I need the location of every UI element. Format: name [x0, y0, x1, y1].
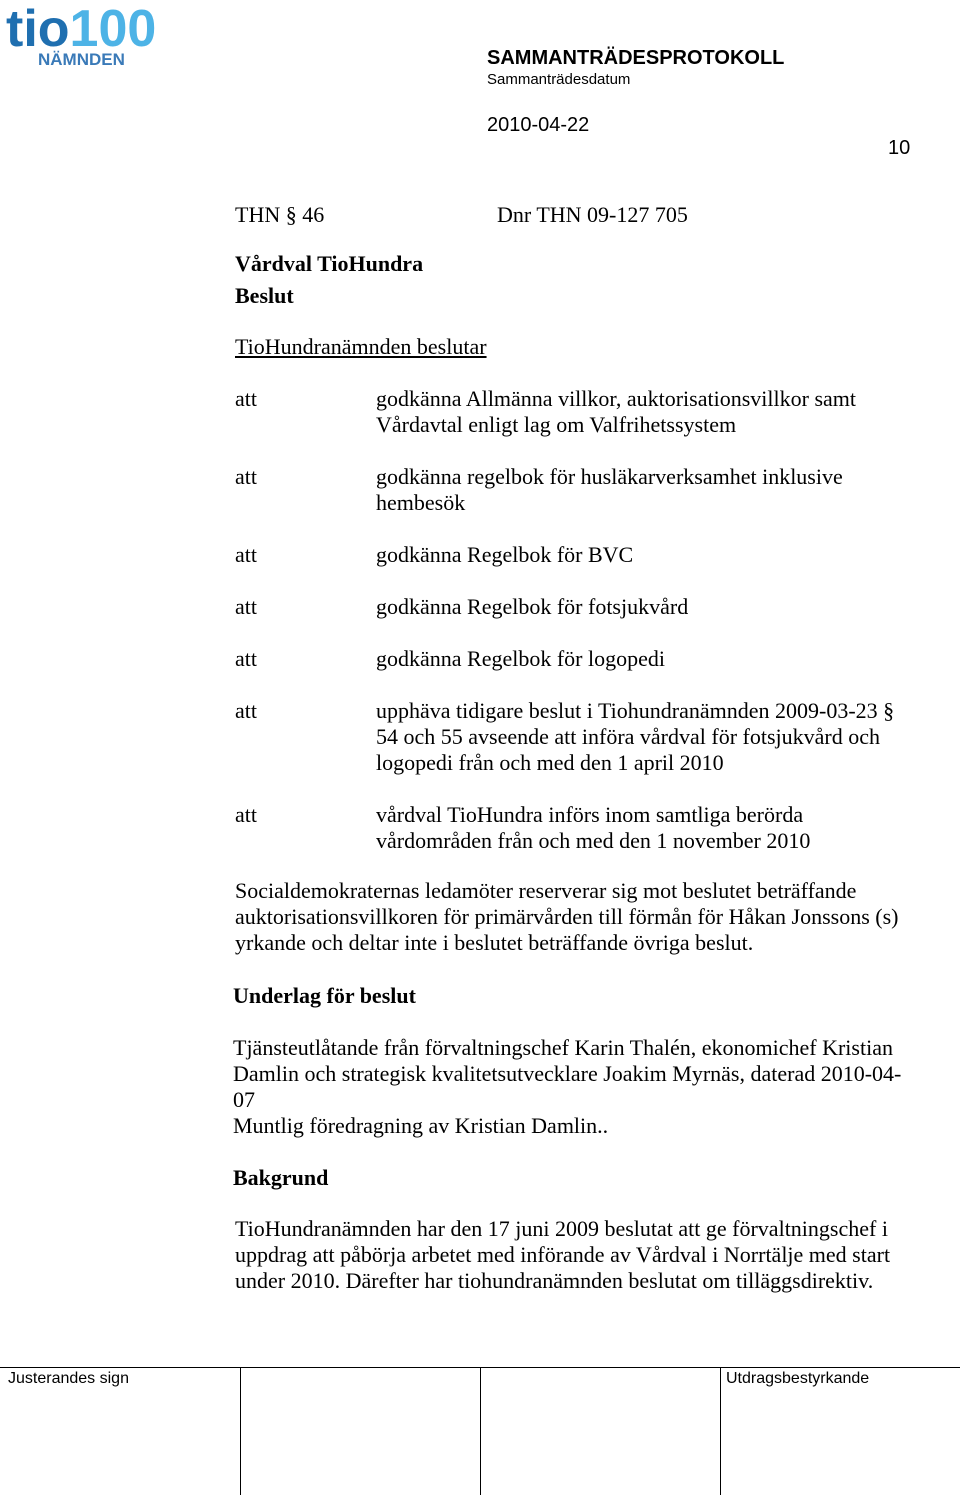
tio100-logo — [0, 0, 170, 72]
decision-text-line: logopedi från och med den 1 april 2010 — [376, 750, 724, 775]
paragraph-line: under 2010. Därefter har tiohundranämnden beslutat om tilläggsdirektiv. — [235, 1268, 874, 1293]
decision-text-line: vårdområden från och med den 1 november 2010 — [376, 828, 811, 853]
decision-label: att — [235, 802, 257, 827]
decision-label: att — [235, 464, 257, 489]
paragraph-line: yrkande och deltar inte i beslutet beträffande övriga beslut. — [235, 930, 754, 955]
background-heading: Bakgrund — [233, 1165, 329, 1190]
paragraph-line: uppdrag att påbörja arbetet med införande av Vårdval i Norrtälje med start — [235, 1242, 891, 1267]
decision-label: att — [235, 646, 257, 671]
extract-certification-label: Utdragsbestyrkande — [726, 1370, 870, 1387]
footer-divider — [720, 1367, 721, 1495]
decision-text-line: hembesök — [376, 490, 466, 515]
paragraph-line: 07 — [233, 1087, 255, 1112]
page-number: 10 — [888, 137, 911, 159]
section-number: THN § 46 — [235, 202, 325, 227]
decision-label: att — [235, 386, 257, 411]
case-title: Vårdval TioHundra — [235, 251, 424, 276]
decision-text-line: godkänna Regelbok för logopedi — [376, 646, 665, 671]
footer-divider — [480, 1367, 481, 1495]
diary-number: Dnr THN 09-127 705 — [497, 202, 688, 227]
background-paragraph — [235, 1216, 890, 1294]
footer-divider — [240, 1367, 241, 1495]
basis-heading: Underlag för beslut — [233, 983, 416, 1008]
document-type: SAMMANTRÄDESPROTOKOLL — [487, 47, 785, 69]
paragraph-line: Muntlig föredragning av Kristian Damlin.. — [233, 1113, 609, 1138]
decision-text-line: Vårdavtal enligt lag om Valfrihetssystem — [376, 412, 737, 437]
decision-text-line: vårdval TioHundra införs inom samtliga berörda — [376, 802, 804, 827]
reservation-paragraph — [235, 878, 899, 956]
paragraph-line: Tjänsteutlåtande från förvaltningschef Karin Thalén, ekonomichef Kristian — [233, 1035, 893, 1060]
decision-label: att — [235, 594, 257, 619]
logo-subtitle: NÄMNDEN — [38, 50, 125, 69]
decision-text-line: godkänna Regelbok för fotsjukvård — [376, 594, 689, 619]
decision-text-line: godkänna regelbok för husläkarverksamhet inklusive — [376, 464, 843, 489]
meeting-date: 2010-04-22 — [487, 114, 590, 136]
decision-intro: TioHundranämnden beslutar — [235, 334, 487, 359]
paragraph-line: TioHundranämnden har den 17 juni 2009 beslutat att ge förvaltningschef i — [235, 1216, 888, 1241]
decision-heading: Beslut — [235, 283, 294, 308]
decision-text-line: godkänna Allmänna villkor, auktorisationsvillkor samt — [376, 386, 856, 411]
basis-paragraph — [233, 1035, 901, 1139]
paragraph-line: auktorisationsvillkoren för primärvården till förmån för Håkan Jonssons (s) — [235, 904, 899, 929]
decision-label: att — [235, 698, 257, 723]
logo-tio-text: tio — [6, 0, 70, 58]
decision-label: att — [235, 542, 257, 567]
paragraph-line: Damlin och strategisk kvalitetsutvecklare Joakim Myrnäs, daterad 2010-04- — [233, 1061, 902, 1086]
decision-text-line: upphäva tidigare beslut i Tiohundranämnden 2009-03-23 § — [376, 698, 895, 723]
signature-label: Justerandes sign — [8, 1370, 129, 1387]
decision-text-line: godkänna Regelbok för BVC — [376, 542, 634, 567]
meeting-date-label: Sammanträdesdatum — [487, 71, 631, 88]
decision-text-line: 54 och 55 avseende att införa vårdval för fotsjukvård och — [376, 724, 880, 749]
paragraph-line: Socialdemokraternas ledamöter reserverar sig mot beslutet beträffande — [235, 878, 857, 903]
logo-100-text: 100 — [69, 0, 157, 58]
